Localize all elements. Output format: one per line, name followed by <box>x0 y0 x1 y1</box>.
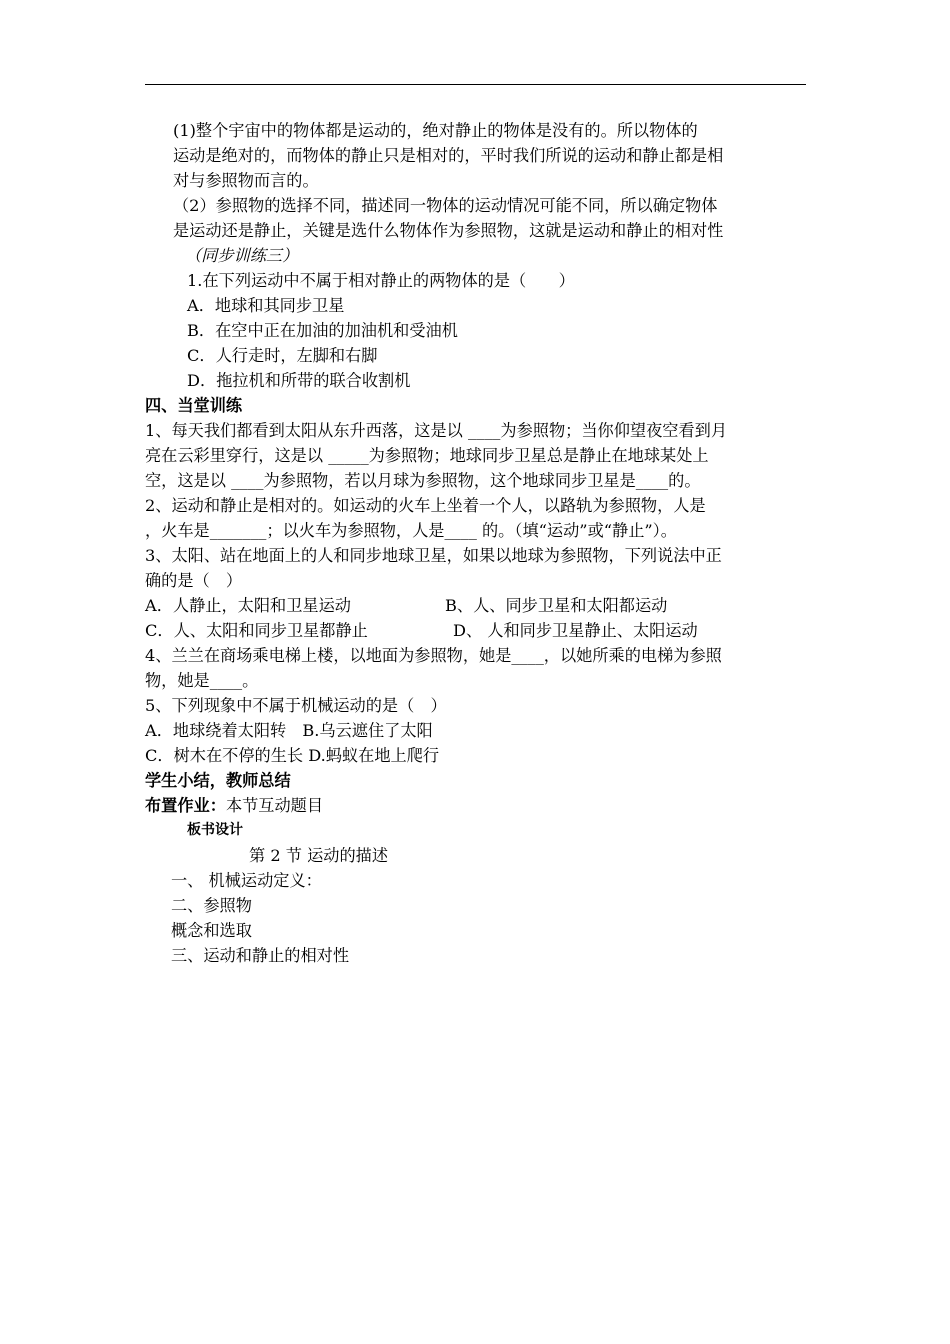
intro-p2-line-1: （2）参照物的选择不同，描述同一物体的运动情况可能不同，所以确定物体 <box>173 196 718 215</box>
sync-q1-option-b: B．在空中正在加油的加油机和受油机 <box>187 321 458 340</box>
board-item-1: 一、 机械运动定义： <box>171 871 322 890</box>
board-design-label: 板书设计 <box>187 822 243 838</box>
practice-q5-options-cd: C．树木在不停的生长 D.蚂蚁在地上爬行 <box>145 746 440 765</box>
sync-q1-option-d: D．拖拉机和所带的联合收割机 <box>187 371 411 390</box>
section-4-heading: 四、当堂训练 <box>145 396 243 415</box>
board-item-4: 三、运动和静止的相对性 <box>171 946 350 965</box>
practice-q2-line-2: ，火车是_______；以火车为参照物，人是____ 的。（填“运动”或“静止”）。 <box>145 521 677 540</box>
document-body <box>145 118 810 968</box>
practice-q4-line-2: 物，她是____。 <box>145 671 259 690</box>
practice-q3-line-1: 3、太阳、站在地面上的人和同步地球卫星，如果以地球为参照物，下列说法中正 <box>145 546 722 565</box>
practice-question-3 <box>145 543 810 643</box>
practice-q5-options-ab: A．地球绕着太阳转 B.乌云遮住了太阳 <box>145 721 433 740</box>
homework-line <box>145 793 810 818</box>
board-item-3: 概念和选取 <box>171 921 252 940</box>
practice-q2-line-1: 2、运动和静止是相对的。如运动的火车上坐着一个人，以路轨为参照物，人是 <box>145 496 706 515</box>
practice-q1-line-2: 亮在云彩里穿行，这是以 _____为参照物；地球同步卫星总是静止在地球某处上 <box>145 446 709 465</box>
practice-q5-stem: 5、下列现象中不属于机械运动的是（ ） <box>145 696 447 715</box>
practice-q3-option-b: B、人、同步卫星和太阳都运动 <box>445 596 668 615</box>
intro-p1-line-2: 运动是绝对的，而物体的静止只是相对的，平时我们所说的运动和静止都是相 <box>173 146 724 165</box>
sync-q1-option-a: A．地球和其同步卫星 <box>187 296 345 315</box>
practice-q3-options-ab <box>145 593 810 618</box>
practice-q4-line-1: 4、兰兰在商场乘电梯上楼，以地面为参照物，她是____，以她所乘的电梯为参照 <box>145 646 722 665</box>
practice-q1-line-1: 1、每天我们都看到太阳从东升西落，这是以 ____为参照物；当你仰望夜空看到月 <box>145 421 728 440</box>
intro-p2-line-2: 是运动还是静止，关键是选什么物体作为参照物，这就是运动和静止的相对性 <box>173 221 724 240</box>
intro-p1-line-3: 对与参照物而言的。 <box>173 171 319 190</box>
practice-q1-line-3: 空，这是以 ____为参照物，若以月球为参照物，这个地球同步卫星是____的。 <box>145 471 701 490</box>
practice-q3-line-2: 确的是（ ） <box>145 571 243 590</box>
practice-q3-options-cd <box>145 618 810 643</box>
sync-training-heading: （同步训练三） <box>185 246 299 265</box>
practice-question-4 <box>145 643 810 693</box>
sync-q1-option-c: C．人行走时，左脚和右脚 <box>187 346 378 365</box>
practice-question-5 <box>145 693 810 768</box>
homework-text: 本节互动题目 <box>225 796 324 815</box>
homework-label: 布置作业： <box>145 796 226 815</box>
intro-paragraph-2 <box>145 193 810 243</box>
intro-p1-line-1: (1)整个宇宙中的物体都是运动的，绝对静止的物体是没有的。所以物体的 <box>173 121 698 140</box>
practice-q3-option-a: A．人静止，太阳和卫星运动 <box>145 596 351 615</box>
header-rule <box>145 84 806 85</box>
intro-paragraph-1 <box>145 118 810 193</box>
practice-question-2 <box>145 493 810 543</box>
practice-q3-option-d: D、 人和同步卫星静止、太阳运动 <box>453 621 698 640</box>
student-summary-heading: 学生小结，教师总结 <box>145 771 291 790</box>
sync-question-1: 1.在下列运动中不属于相对静止的两物体的是（ ） <box>187 271 575 290</box>
board-item-2: 二、参照物 <box>171 896 252 915</box>
practice-q3-option-c: C．人、太阳和同步卫星都静止 <box>145 621 368 640</box>
board-title: 第 2 节 运动的描述 <box>249 846 389 865</box>
practice-question-1 <box>145 418 810 493</box>
